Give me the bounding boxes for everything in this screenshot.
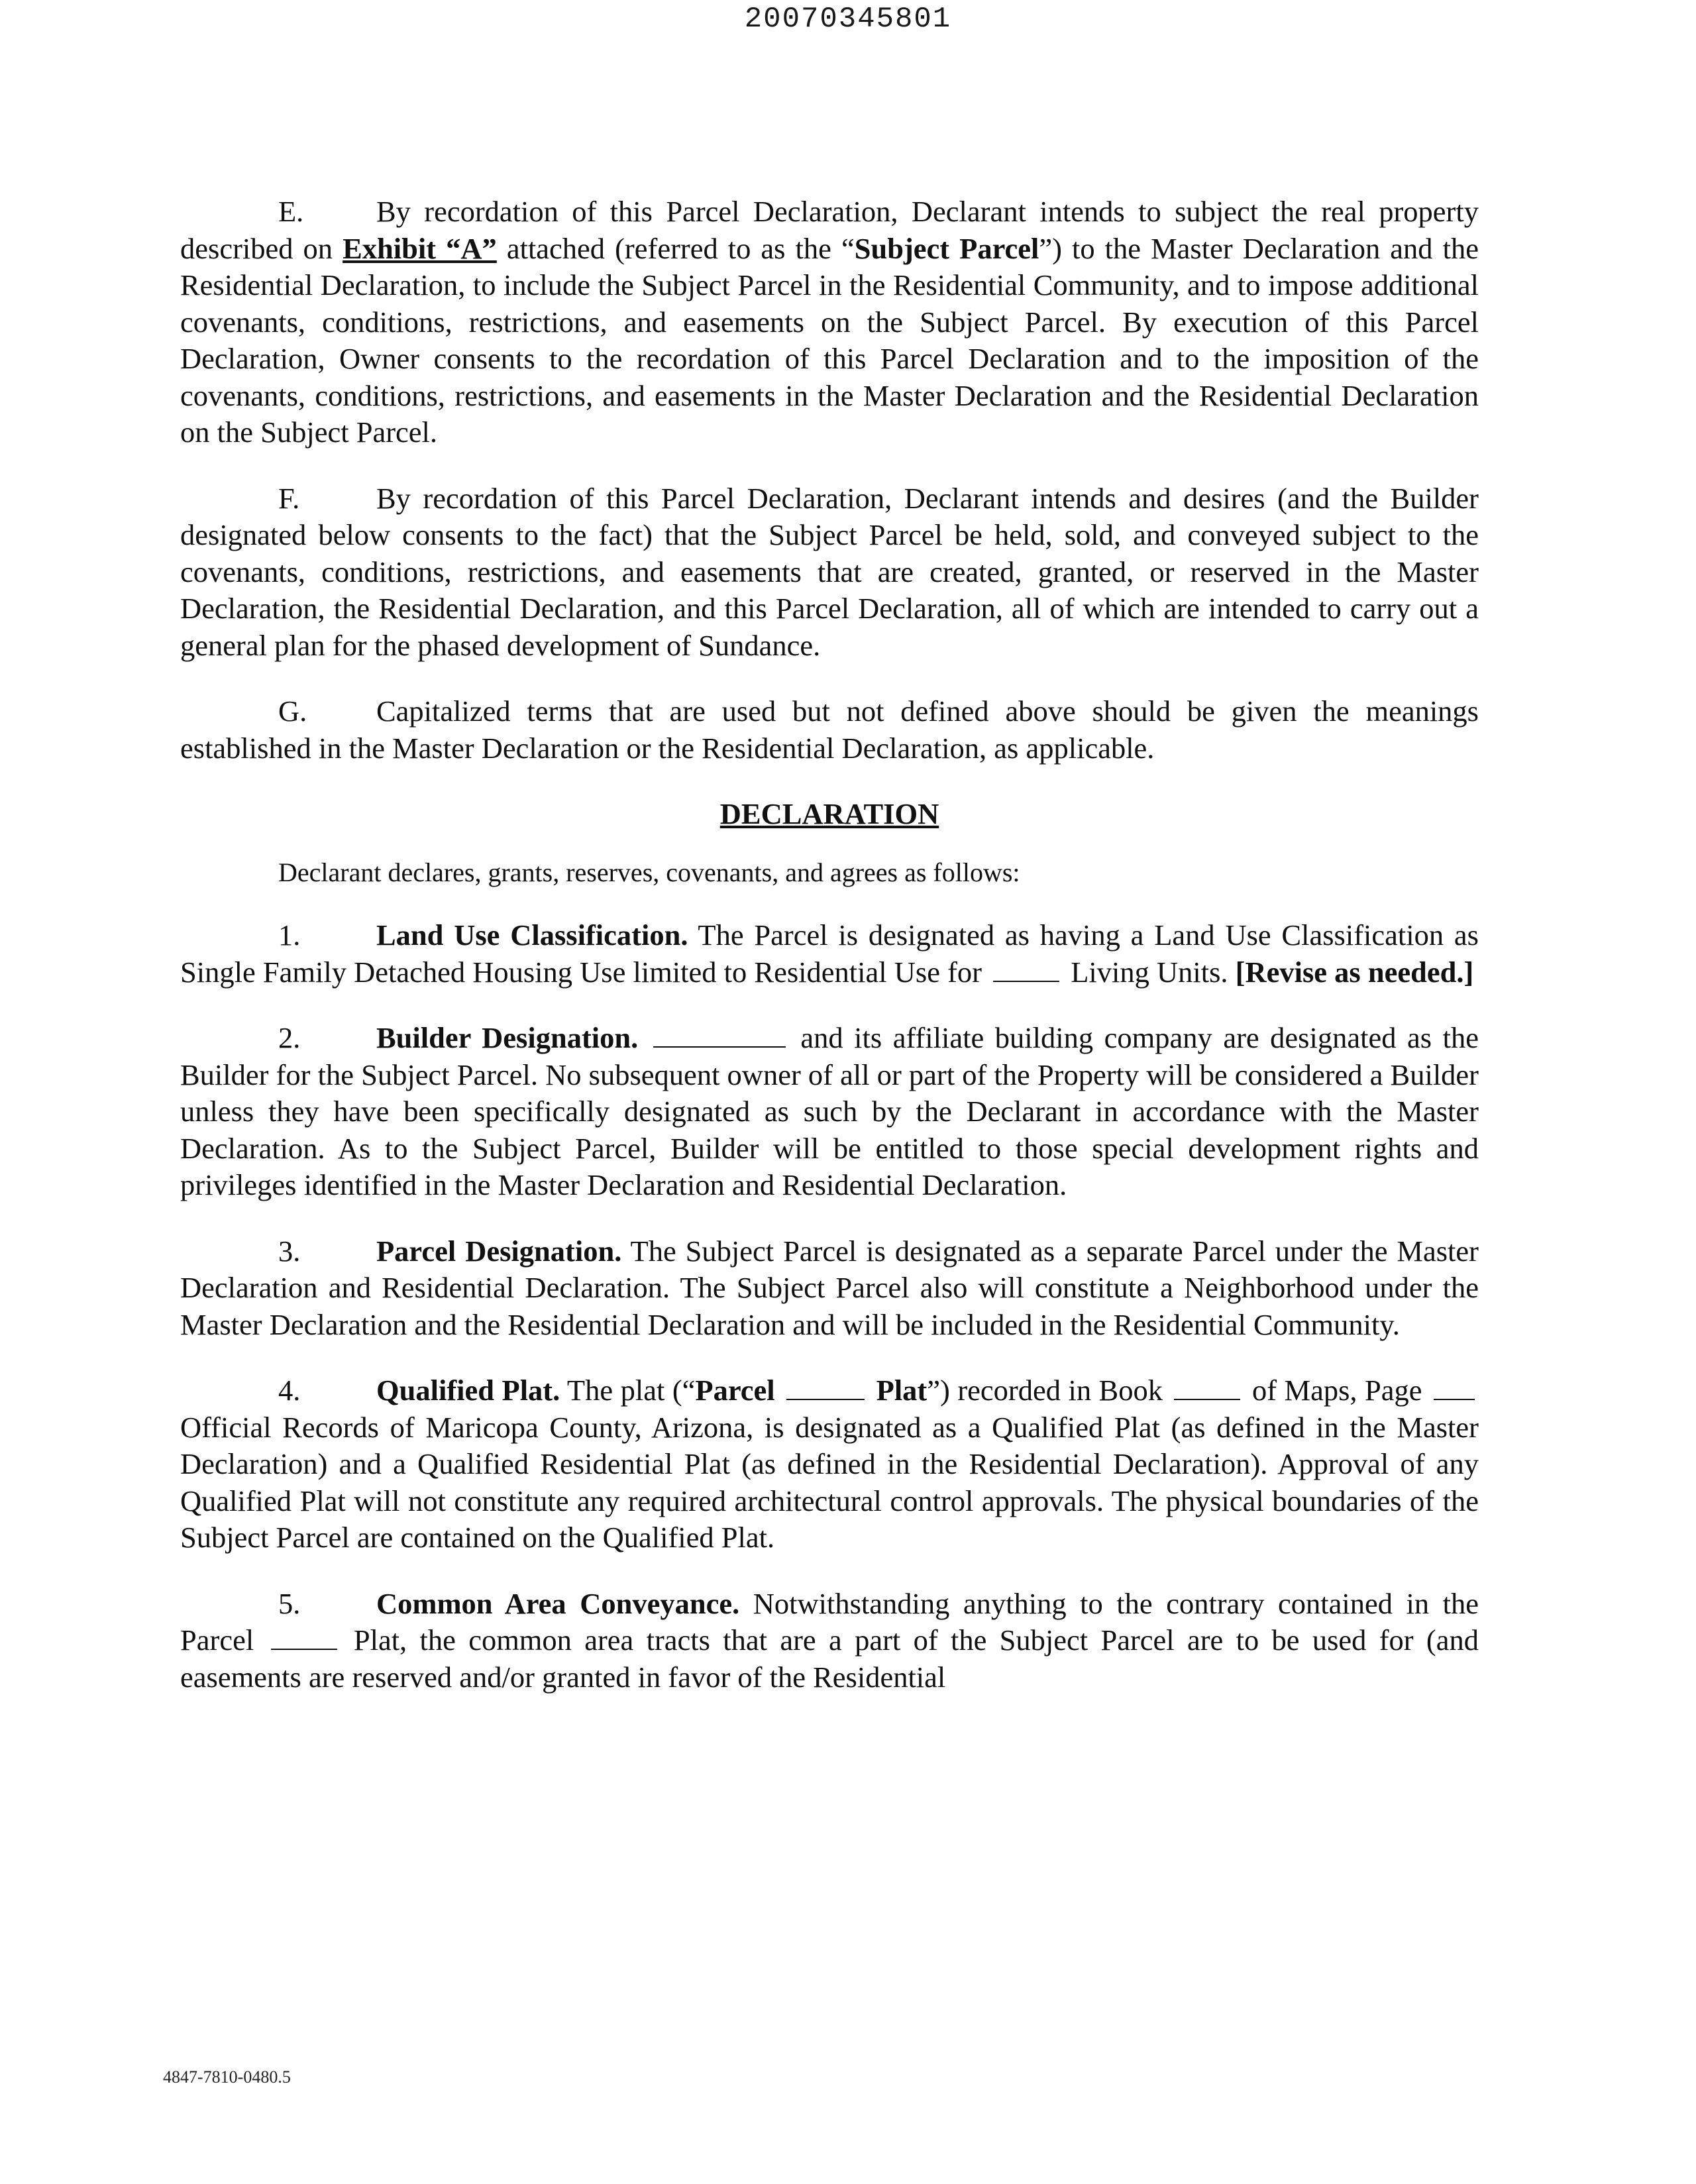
section-number: 5. (278, 1586, 301, 1620)
exhibit-reference: Exhibit “A” (343, 231, 497, 265)
blank-line (993, 954, 1059, 982)
section-text: Notwithstanding anything to the contrary contained in the Parcel (180, 1586, 1479, 1657)
section-number: 2. (278, 1021, 301, 1055)
recital-g (180, 693, 1479, 767)
section-text: The Parcel is designated as having a Land Use Classification as Single Family Detached Housing Use limited to Residential Use for (180, 918, 1479, 989)
section-number: 4. (278, 1374, 301, 1407)
recital-e (180, 193, 1479, 451)
section-heading: Qualified Plat. (376, 1374, 560, 1407)
section-heading: Common Area Conveyance. (376, 1586, 740, 1620)
recital-text: attached (referred to as the “ (496, 231, 855, 265)
section-heading: Land Use Classification. (376, 918, 688, 952)
blank-line (271, 1622, 337, 1650)
section-4 (180, 1372, 1479, 1556)
recording-number: 20070345801 (744, 3, 952, 36)
section-number: 3. (278, 1234, 301, 1268)
section-2 (180, 1020, 1479, 1204)
blank-line (653, 1020, 786, 1048)
blank-line (1174, 1372, 1240, 1400)
recital-marker: G. (278, 694, 307, 728)
recital-text: By recordation of this Parcel Declaration, Declarant intends to subject the real property described on (180, 195, 1479, 265)
plat-term: Parcel (695, 1374, 775, 1407)
section-5 (180, 1586, 1479, 1696)
section-text: Living Units. (1063, 955, 1236, 989)
declaration-intro: Declarant declares, grants, reserves, covenants, and agrees as follows: (278, 857, 1020, 887)
section-text: Official Records of Maricopa County, Arizona, is designated as a Qualified Plat (as defined in the Master Declaration) and a Qualified Residential Plat (as defined in the Residential Declaration). Approval of any Qualified Plat will not constitute any required architectural control approvals. The physical boundaries of the Subject Parcel are contained on the Qualified Plat. (180, 1410, 1479, 1555)
subject-parcel-term: Subject Parcel (854, 231, 1039, 265)
recital-f (180, 480, 1479, 665)
section-number: 1. (278, 918, 301, 952)
section-text: The Subject Parcel is designated as a separate Parcel under the Master Declaration and Residential Declaration. The Subject Parcel also will constitute a Neighborhood under the Master Declaration and the Residential Declaration and will be included in the Residential Community. (180, 1234, 1479, 1341)
recital-text: By recordation of this Parcel Declaration, Declarant intends and desires (and the Builder designated below consents to the fact) that the Subject Parcel be held, sold, and conveyed subject to the covenants, conditions, restrictions, and easements that are created, granted, or reserved in the Master Declaration, the Residential Declaration, and this Parcel Declaration, all of which are intended to carry out a general plan for the phased development of Sundance. (180, 481, 1479, 662)
section-text: and its affiliate building company are designated as the Builder for the Subject Parcel. No subsequent owner of all or part of the Property will be considered a Builder unless they have been specifically designated as such by the Declarant in accordance with the Master Declaration. As to the Subject Parcel, Builder will be entitled to those special development rights and privileges identified in the Master Declaration and Residential Declaration. (180, 1021, 1479, 1202)
section-heading: Parcel Designation. (376, 1234, 622, 1268)
section-text: ”) recorded in Book (927, 1374, 1171, 1407)
recital-marker: E. (278, 195, 304, 228)
section-3 (180, 1233, 1479, 1344)
recital-marker: F. (278, 481, 300, 515)
section-text: of Maps, Page (1244, 1374, 1430, 1407)
blank-line (1434, 1372, 1475, 1400)
section-text: Plat, the common area tracts that are a part of the Subject Parcel are to be used for (and easements are reserved and/or granted in favor of the Residential (180, 1623, 1479, 1694)
recital-text: ”) to the Master Declaration and the Residential Declaration, to include the Subject Parcel in the Residential Community, and to impose additional covenants, conditions, restrictions, and easements on the Subject Parcel. By execution of this Parcel Declaration, Owner consents to the recordation of this Parcel Declaration and to the imposition of the covenants, conditions, restrictions, and easements in the Master Declaration and the Residential Declaration on the Subject Parcel. (180, 231, 1479, 449)
recital-text: Capitalized terms that are used but not defined above should be given the meanings established in the Master Declaration or the Residential Declaration, as applicable. (180, 694, 1479, 765)
footer-doc-id: 4847-7810-0480.5 (163, 2067, 291, 2087)
document-body (180, 193, 1479, 1725)
section-heading: Builder Designation. (376, 1021, 639, 1055)
declaration-heading: DECLARATION (719, 797, 939, 830)
section-1 (180, 917, 1479, 991)
section-text: The plat (“ (560, 1374, 696, 1407)
plat-term: Plat (876, 1374, 928, 1407)
blank-line (786, 1372, 865, 1400)
revise-note: [Revise as needed.] (1235, 955, 1474, 989)
